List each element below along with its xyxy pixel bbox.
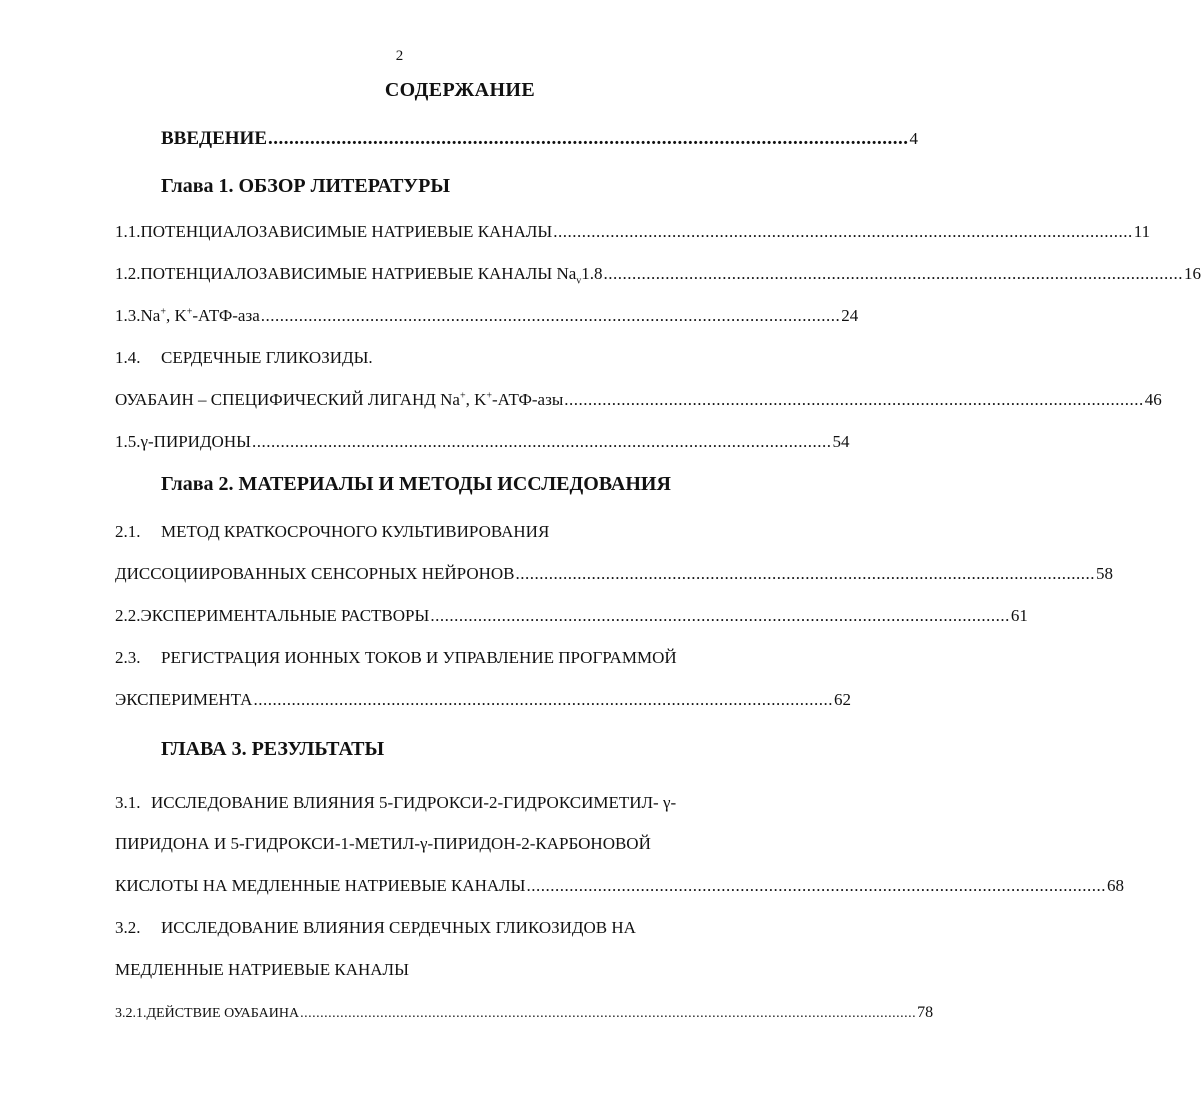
toc-entry-2-1[interactable] <box>115 522 549 542</box>
toc-entry-page: 58 <box>1096 564 1114 583</box>
toc-entry-label: СЕРДЕЧНЫЕ ГЛИКОЗИДЫ. <box>161 348 373 367</box>
toc-entry-label: ДЕЙСТВИЕ ОУАБАИНА <box>146 1006 300 1021</box>
toc-entry-label: ПОТЕНЦИАЛОЗАВИСИМЫЕ НАТРИЕВЫЕ КАНАЛЫ $Na_v1.8$ <box>140 264 603 287</box>
toc-entry-number: 3.1. <box>115 793 141 812</box>
toc-entry-label: ОУАБАИН – СПЕЦИФИЧЕСКИЙ ЛИГАНД Na+, K+-АТФ-азы <box>115 390 564 409</box>
toc-entry-number: 2.3. <box>115 648 141 667</box>
toc-entry-label: РЕГИСТРАЦИЯ ИОННЫХ ТОКОВ И УПРАВЛЕНИЕ ПРОГРАММОЙ <box>161 648 677 667</box>
toc-entry-label: ЭКСПЕРИМЕНТАЛЬНЫЕ РАСТВОРЫ <box>140 606 430 625</box>
leader-dots: .......................................................................................................................... <box>253 690 833 709</box>
toc-entry-label: γ-ПИРИДОНЫ <box>140 432 251 451</box>
toc-entry-number: 1.3. <box>115 306 141 325</box>
toc-entry-page: 54 <box>832 432 850 451</box>
toc-entry-1-2[interactable] <box>115 264 1201 287</box>
toc-entry-label: ИССЛЕДОВАНИЕ ВЛИЯНИЯ 5-ГИДРОКСИ-2-ГИДРОКСИМЕТИЛ- γ- <box>151 793 677 812</box>
toc-entry-2-2[interactable] <box>115 606 1028 626</box>
leader-dots: .......................................................................................................................... <box>251 432 832 451</box>
toc-entry-3-2-1[interactable] <box>115 1004 934 1022</box>
toc-entry-label: ДИССОЦИИРОВАННЫХ СЕНСОРНЫХ НЕЙРОНОВ <box>115 564 515 583</box>
toc-entry-page: 24 <box>841 306 859 325</box>
toc-entry-number: 2.1. <box>115 522 141 541</box>
chapter-heading-1: Глава 1. ОБЗОР ЛИТЕРАТУРЫ <box>161 175 450 197</box>
leader-dots: .......................................................................................................................... <box>526 876 1107 895</box>
toc-entry-number: 1.4. <box>115 348 141 367</box>
toc-entry-3-1-cont2[interactable] <box>115 876 1125 896</box>
leader-dots: .......................................................................................................................... <box>553 222 1133 241</box>
toc-entry-number: 1.1. <box>115 222 141 241</box>
toc-entry-page: 78 <box>917 1004 934 1021</box>
toc-entry-label: ЭКСПЕРИМЕНТА <box>115 690 253 709</box>
toc-entry-2-3[interactable] <box>115 648 677 668</box>
toc-entry-1-3[interactable] <box>115 306 859 326</box>
leader-dots: .......................................................................................................................................................... <box>300 1006 917 1021</box>
toc-entry-2-3-cont[interactable] <box>115 690 851 710</box>
toc-entry-page: 68 <box>1107 876 1125 895</box>
toc-entry-page: 61 <box>1010 606 1028 625</box>
toc-entry-number: 3.2. <box>115 918 141 937</box>
leader-dots: .......................................................................................................................... <box>603 264 1184 283</box>
toc-entry-1-1[interactable] <box>115 222 1151 242</box>
chapter-heading-2: Глава 2. МАТЕРИАЛЫ И МЕТОДЫ ИССЛЕДОВАНИЯ <box>161 473 671 495</box>
toc-entry-number: 3.2.1. <box>115 1006 147 1021</box>
toc-entry-label: Na+, K+-АТФ-аза <box>140 306 260 325</box>
toc-entry-intro[interactable] <box>161 128 918 150</box>
leader-dots: .......................................................................................................................... <box>515 564 1096 583</box>
toc-entry-label: ИССЛЕДОВАНИЕ ВЛИЯНИЯ СЕРДЕЧНЫХ ГЛИКОЗИДОВ НА <box>161 918 636 937</box>
toc-entry-3-2[interactable] <box>115 918 636 938</box>
toc-entry-label: МЕДЛЕННЫЕ НАТРИЕВЫЕ КАНАЛЫ <box>115 960 409 979</box>
toc-entry-label: ПОТЕНЦИАЛОЗАВИСИМЫЕ НАТРИЕВЫЕ КАНАЛЫ <box>140 222 553 241</box>
toc-entry-1-4[interactable] <box>115 348 373 368</box>
toc-entry-label: МЕТОД КРАТКОСРОЧНОГО КУЛЬТИВИРОВАНИЯ <box>161 522 550 541</box>
toc-entry-page: 4 <box>909 129 918 148</box>
leader-dots: .......................................................................................................................... <box>430 606 1010 625</box>
toc-entry-number: 1.2. <box>115 264 141 283</box>
toc-entry-2-1-cont[interactable] <box>115 564 1114 584</box>
toc-entry-page: 46 <box>1144 390 1162 409</box>
toc-entry-1-5[interactable] <box>115 432 850 452</box>
toc-entry-3-2-cont[interactable] <box>115 960 409 980</box>
toc-entry-page: 62 <box>833 690 851 709</box>
toc-entry-3-1-cont1[interactable] <box>115 834 651 854</box>
page-title: СОДЕРЖАНИЕ <box>384 79 536 101</box>
toc-entry-label: ВВЕДЕНИЕ <box>161 128 267 149</box>
chapter-heading-3: ГЛАВА 3. РЕЗУЛЬТАТЫ <box>161 738 385 760</box>
toc-entry-number: 2.2. <box>115 606 141 625</box>
page-number: 2 <box>395 48 404 64</box>
leader-dots: .......................................................................................................................... <box>260 306 841 325</box>
toc-entry-label: ПИРИДОНА И 5-ГИДРОКСИ-1-МЕТИЛ-γ-ПИРИДОН-2-КАРБОНОВОЙ <box>115 834 651 853</box>
toc-entry-3-1[interactable] <box>115 793 676 813</box>
leader-dots: .......................................................................................................................... <box>268 128 909 149</box>
toc-entry-number: 1.5. <box>115 432 141 451</box>
toc-entry-page: 16 <box>1184 264 1201 283</box>
toc-entry-page: 11 <box>1133 222 1151 241</box>
leader-dots: .......................................................................................................................... <box>564 390 1144 409</box>
toc-entry-label: КИСЛОТЫ НА МЕДЛЕННЫЕ НАТРИЕВЫЕ КАНАЛЫ <box>115 876 526 895</box>
toc-entry-1-4-cont[interactable] <box>115 390 1162 410</box>
